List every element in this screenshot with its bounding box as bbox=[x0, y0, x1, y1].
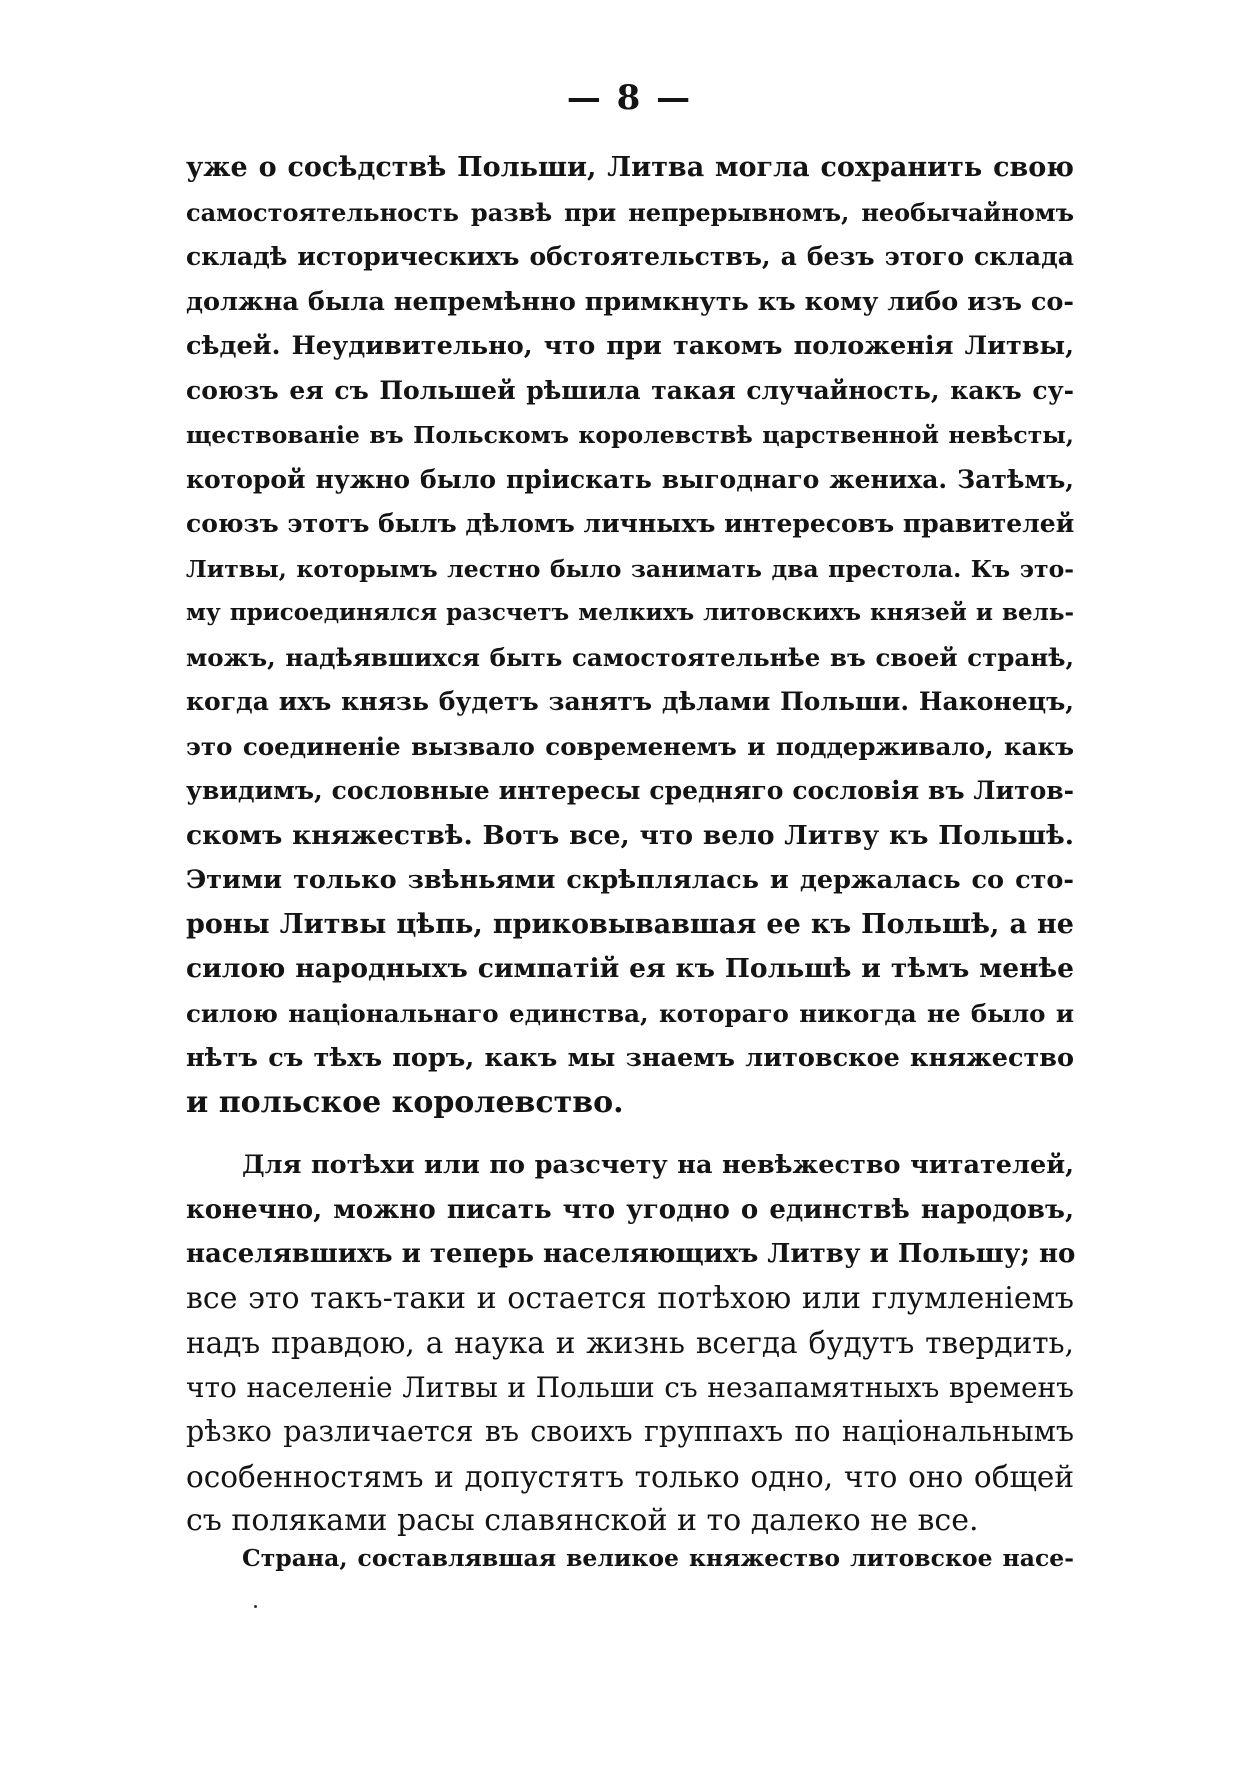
text-line: союзъ этотъ былъ дѣломъ личныхъ интересовъ правителей bbox=[186, 509, 1075, 538]
text-line: сѣдей. Неудивительно, что при такомъ положенія Литвы, bbox=[186, 331, 1074, 361]
text-line: Этими только звѣньями скрѣплялась и держалась со сто- bbox=[186, 865, 1074, 895]
text-line: надъ правдою, а наука и жизнь всегда будутъ твердить, bbox=[186, 1326, 1074, 1360]
text-line: скомъ княжествѣ. Вотъ все, что вело Литву къ Польшѣ. bbox=[186, 819, 1074, 851]
text-line: которой нужно было пріискать выгоднаго жениха. Затѣмъ, bbox=[186, 464, 1074, 494]
text-line: ществованіе въ Польскомъ королевствѣ царственной невѣсты, bbox=[186, 421, 1074, 449]
paragraph-1 bbox=[186, 146, 1074, 1125]
text-line: роны Литвы цѣпь, приковывавшая ее къ Польшѣ, а не bbox=[186, 908, 1074, 940]
text-line: конечно, можно писать что угодно о единствѣ народовъ, bbox=[186, 1194, 1074, 1225]
paragraph-3 bbox=[186, 1536, 1074, 1581]
text-line: должна была непремѣнно примкнуть къ кому либо изъ со- bbox=[186, 286, 1074, 317]
text-line: и польское королевство. bbox=[186, 1084, 624, 1120]
text-line: му присоединялся разсчетъ мелкихъ литовскихъ князей и вель- bbox=[186, 599, 1074, 626]
text-line: складѣ историческихъ обстоятельствъ, а безъ этого склада bbox=[186, 242, 1074, 271]
text-line: все это такъ-таки и остается потѣхою или глумленіемъ bbox=[186, 1280, 1074, 1316]
text-line: особенностямъ и допустятъ только одно, что оно общей bbox=[186, 1459, 1074, 1494]
page-number: — 8 — bbox=[566, 78, 693, 118]
text-line: увидимъ, сословные интересы средняго сословія въ Литов- bbox=[186, 776, 1074, 805]
text-line: Страна, составлявшая великое княжество литовское насе- bbox=[242, 1544, 1074, 1572]
ink-speck bbox=[254, 1605, 257, 1608]
text-line: силою народныхъ симпатій ея къ Польшѣ и тѣмъ менѣе bbox=[186, 953, 1074, 984]
text-line: нѣтъ съ тѣхъ поръ, какъ мы знаемъ литовское княжество bbox=[186, 1043, 1074, 1073]
text-line: рѣзко различается въ своихъ группахъ по національнымъ bbox=[186, 1415, 1074, 1448]
text-line: населявшихъ и теперь населяющихъ Литву и Польшу; но bbox=[186, 1239, 1076, 1269]
text-line: силою національнаго единства, котораго никогда не было и bbox=[186, 998, 1074, 1028]
paragraph-2 bbox=[186, 1143, 1074, 1544]
text-line: съ поляками расы славянской и то далеко не все. bbox=[186, 1503, 979, 1538]
text-line: самостоятельность развѣ при непрерывномъ, необычайномъ bbox=[186, 197, 1074, 227]
text-line: Литвы, которымъ лестно было занимать два престола. Къ это- bbox=[186, 554, 1074, 583]
text-line: это соединеніе вызвало современемъ и поддерживало, какъ bbox=[186, 731, 1074, 761]
text-line: когда ихъ князь будетъ занятъ дѣлами Польши. Наконецъ, bbox=[186, 687, 1074, 716]
text-line: уже о сосѣдствѣ Польши, Литва могла сохранить свою bbox=[186, 152, 1074, 183]
text-line: Для потѣхи или по разсчету на невѣжество читателей, bbox=[242, 1150, 1074, 1180]
text-line: что населеніе Литвы и Польши съ незапамятныхъ временъ bbox=[186, 1370, 1074, 1404]
text-line: можъ, надѣявшихся быть самостоятельнѣе въ своей странѣ, bbox=[186, 642, 1074, 672]
text-line: союзъ ея съ Польшей рѣшила такая случайность, какъ су- bbox=[186, 375, 1074, 405]
